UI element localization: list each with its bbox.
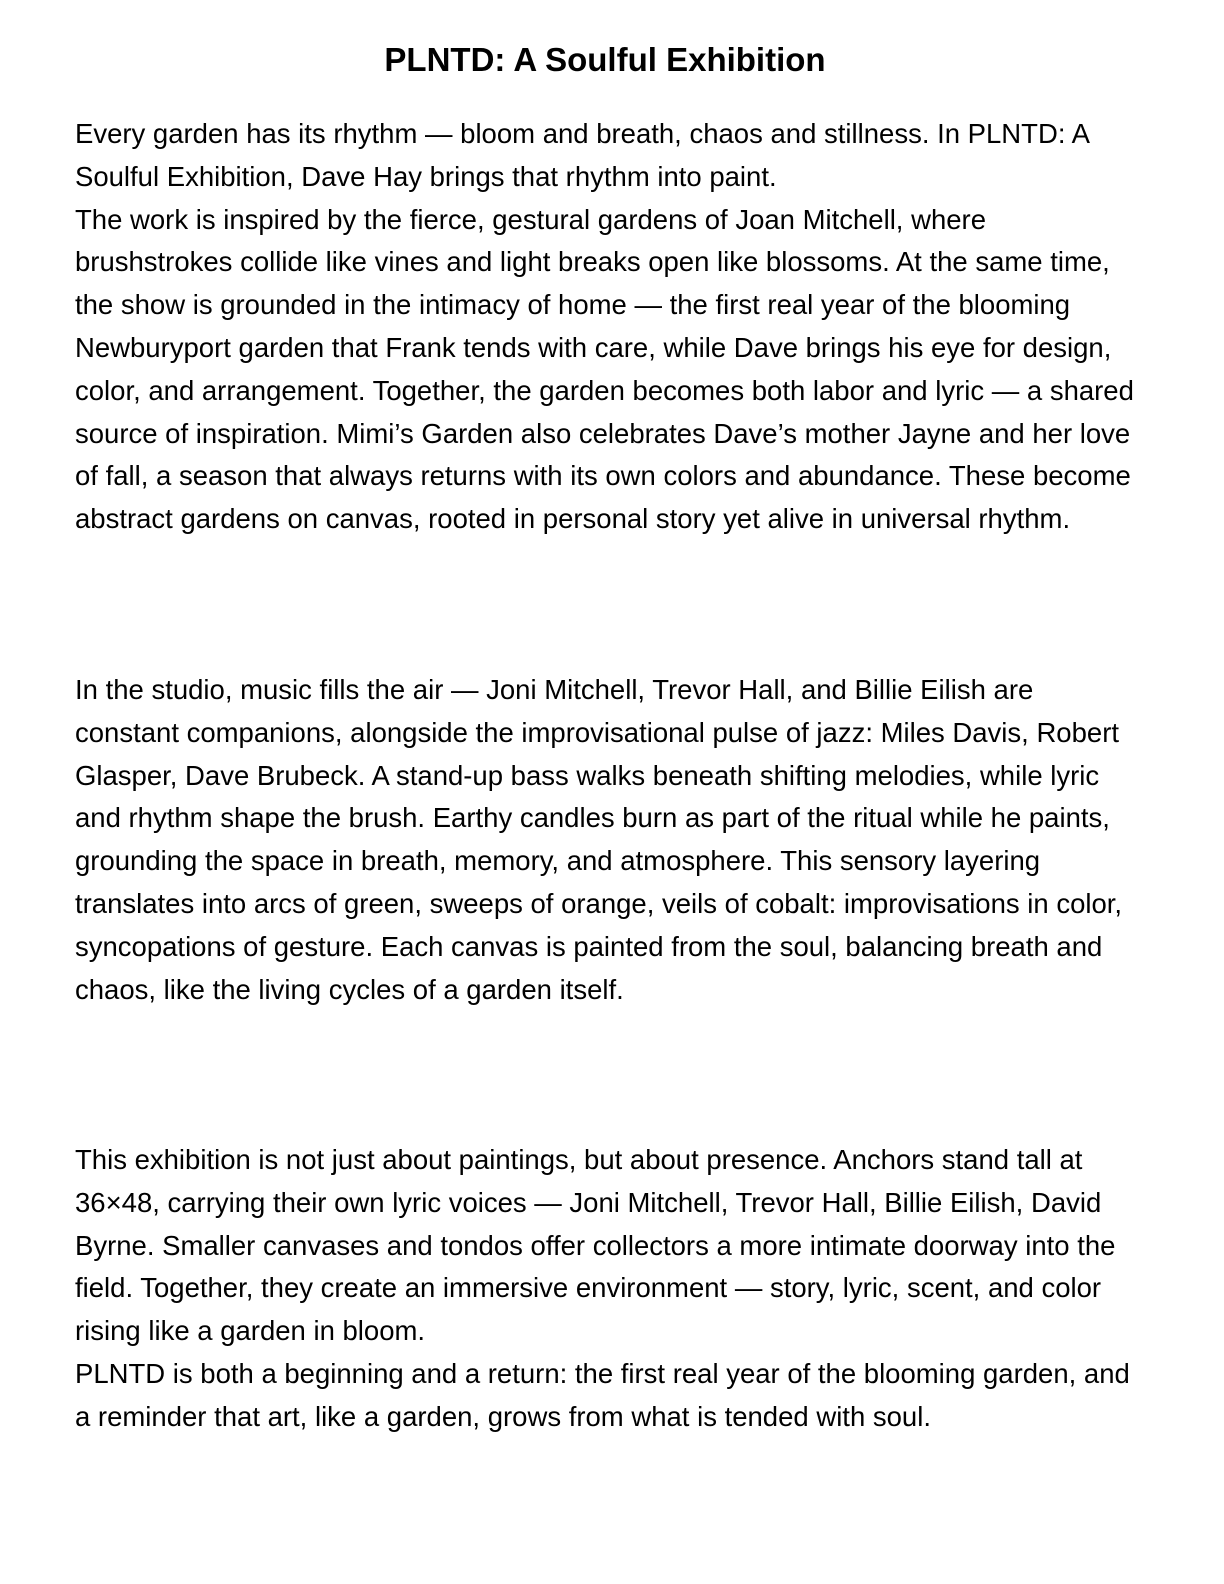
paragraph: The work is inspired by the fierce, gestural gardens of Joan Mitchell, where brushstrokes collide like vines and light breaks open like blossoms. At the same time, the show is grounded in the intimacy of home — the first real year of the blooming Newburyport garden that Frank tends with care, while Dave brings his eye for design, color, and arrangement. Together, the garden becomes both labor and lyric — a shared source of inspiration. Mimi’s Garden also celebrates Dave’s mother Jayne and her love of fall, a season that always returns with its own colors and abundance. These become abstract gardens on canvas, rooted in personal story yet alive in universal rhythm. <box>75 203 1134 535</box>
section-garden-rhythm <box>75 113 1135 541</box>
paragraph: This exhibition is not just about paintings, but about presence. Anchors stand tall at 36×48, carrying their own lyric voices — Joni Mitchell, Trevor Hall, Billie Eilish, David Byrne. Smaller canvases and tondos offer collectors a more intimate doorway into the field. Together, they create an immersive environment — story, lyric, scent, and color rising like a garden in bloom. <box>75 1144 1116 1347</box>
section-studio-music <box>75 669 1135 1011</box>
paragraph: Every garden has its rhythm — bloom and breath, chaos and stillness. In PLNTD: A Soulful Exhibition, Dave Hay brings that rhythm into paint. <box>75 118 1089 192</box>
document-title: PLNTD: A Soulful Exhibition <box>384 41 826 78</box>
section-exhibition-presence <box>75 1139 1135 1439</box>
paragraph: In the studio, music fills the air — Joni Mitchell, Trevor Hall, and Billie Eilish are constant companions, alongside the improvisational pulse of jazz: Miles Davis, Robert Glasper, Dave Brubeck. A stand-up bass walks beneath shifting melodies, while lyric and rhythm shape the brush. Earthy candles burn as part of the ritual while he paints, grounding the space in breath, memory, and atmosphere. This sensory layering translates into arcs of green, sweeps of orange, veils of cobalt: improvisations in color, syncopations of gesture. Each canvas is painted from the soul, balancing breath and chaos, like the living cycles of a garden itself. <box>75 674 1123 1005</box>
paragraph: PLNTD is both a beginning and a return: the first real year of the blooming garden, and a reminder that art, like a garden, grows from what is tended with soul. <box>75 1357 1130 1432</box>
